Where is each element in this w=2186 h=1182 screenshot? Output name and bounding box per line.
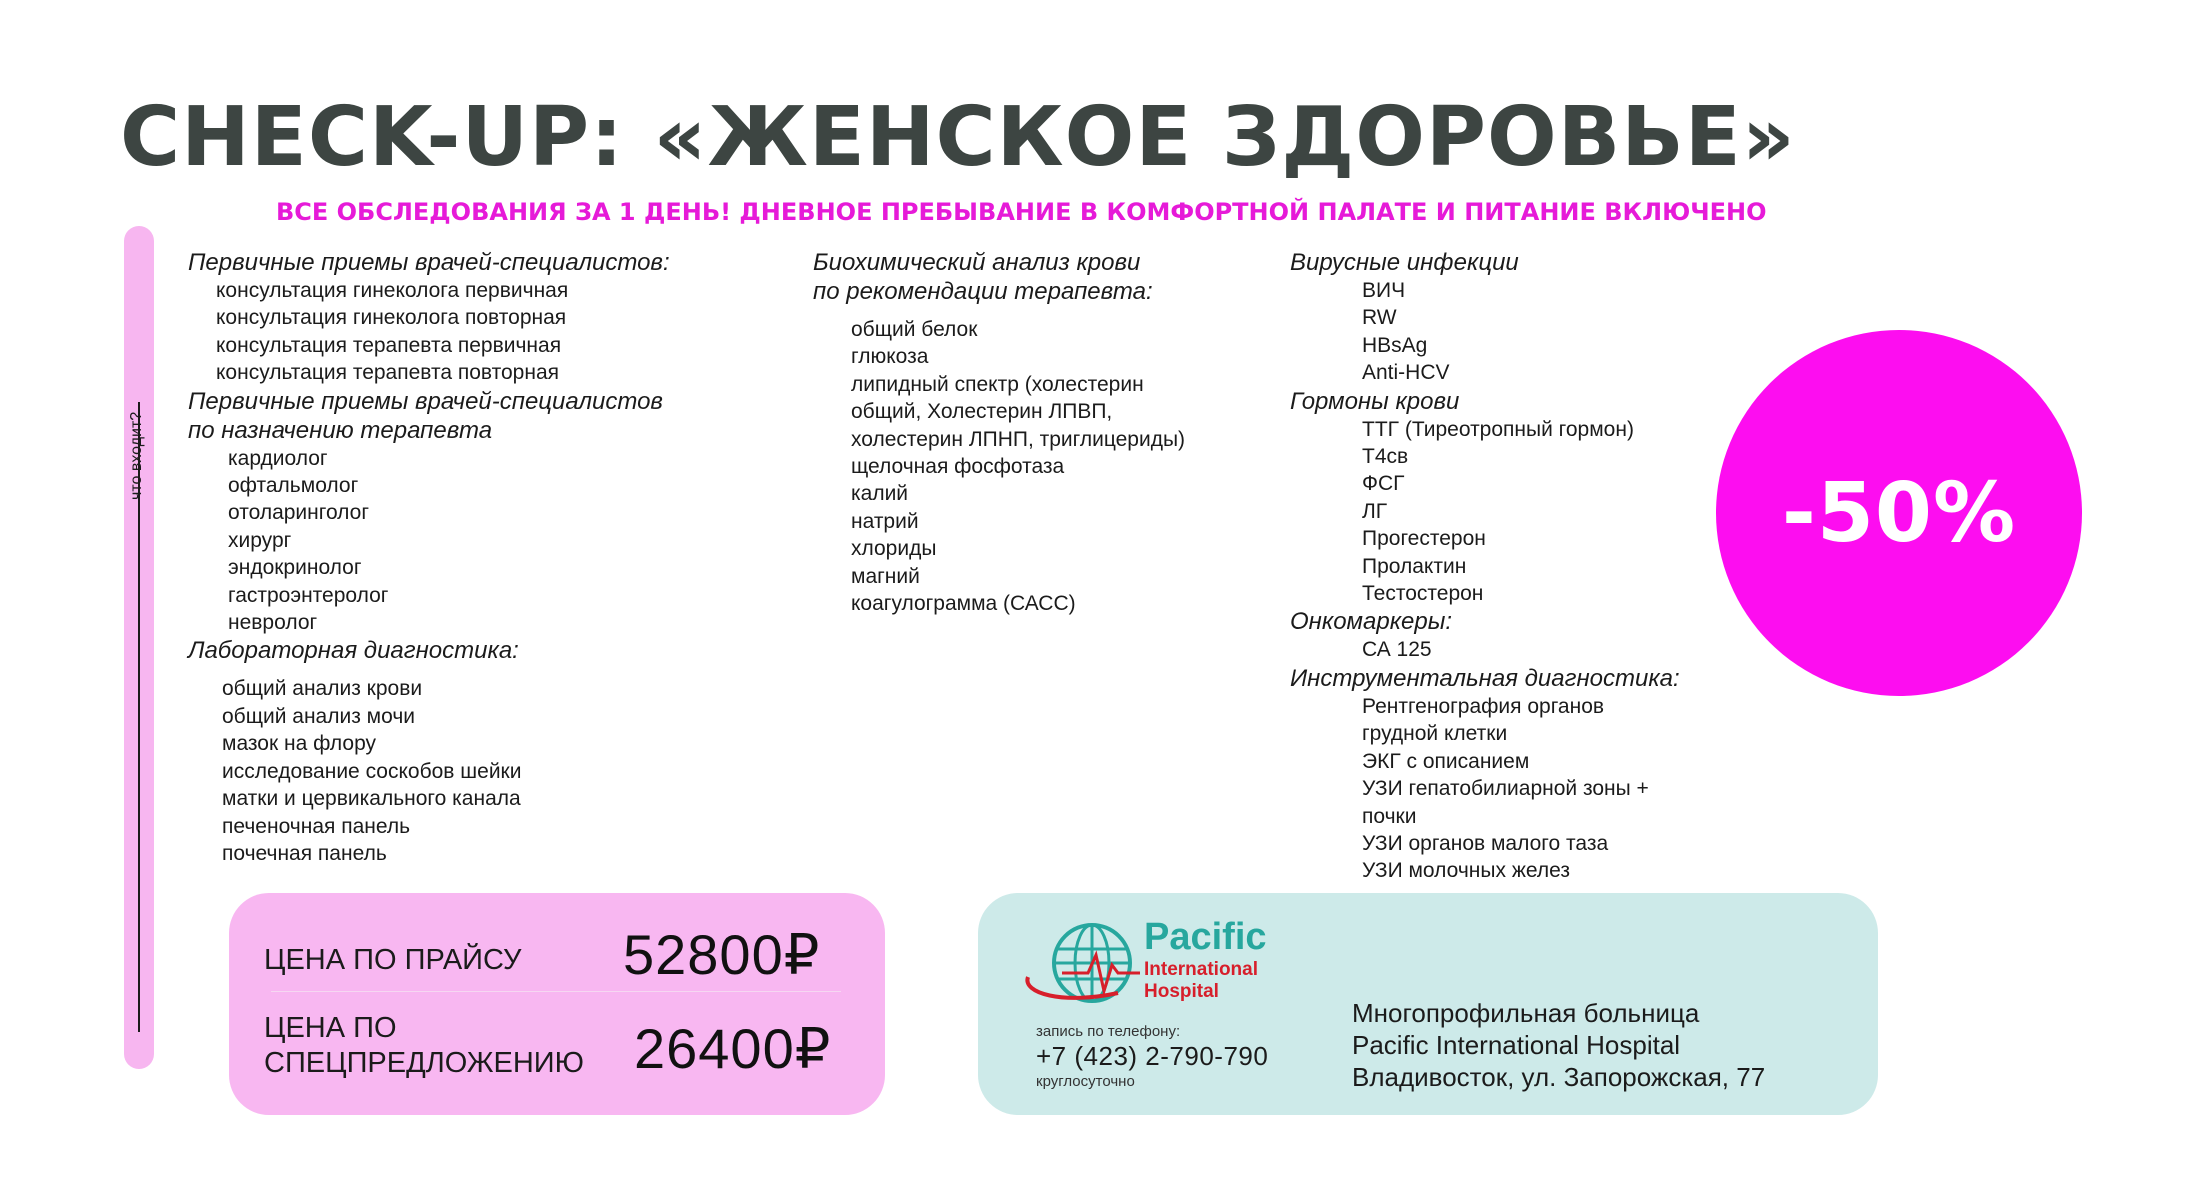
list-item: Anti-HCV	[1362, 361, 1450, 385]
list-item: холестерин ЛПНП, триглицериды)	[851, 427, 1186, 451]
phone-note: запись по телефону:	[1036, 1023, 1181, 1040]
special-price-value: 26400₽	[634, 1017, 832, 1080]
hospital-info-box	[978, 893, 1878, 1115]
working-hours: круглосуточно	[1036, 1073, 1135, 1090]
page-title: CHECK-UP: «ЖЕНСКОЕ ЗДОРОВЬЕ»	[120, 90, 1796, 185]
list-item: хирург	[228, 528, 292, 552]
list-item: щелочная фосфотаза	[851, 455, 1065, 479]
list-item: консультация терапевта повторная	[216, 361, 560, 385]
hospital-address	[1352, 997, 1765, 1093]
list-item: общий белок	[851, 318, 978, 341]
column-specialists	[188, 248, 788, 867]
price-box	[229, 893, 885, 1115]
section-heading-therapist-referral-line2: по назначению терапевта	[188, 416, 493, 444]
list-item: почки	[1362, 804, 1417, 828]
list-item: УЗИ молочных желез	[1362, 859, 1570, 883]
list-item: печеночная панель	[222, 814, 411, 838]
section-heading-biochemistry: Биохимический анализ крови	[813, 249, 1141, 276]
side-divider-line	[138, 402, 140, 1032]
list-item: УЗИ гепатобилиарной зоны +	[1362, 777, 1649, 801]
list-item: невролог	[228, 611, 318, 635]
list-item: отоларинголог	[228, 501, 370, 525]
list-item: грудной клетки	[1362, 722, 1508, 746]
section-heading-hormones: Гормоны крови	[1290, 387, 1460, 415]
list-item: общий, Холестерин ЛПВП,	[851, 400, 1113, 424]
column-biochemistry	[813, 248, 1293, 617]
list-item: консультация гинеколога повторная	[216, 306, 567, 330]
special-price-label-line2: СПЕЦПРЕДЛОЖЕНИЮ	[264, 1047, 584, 1079]
section-heading-lab-diagnostics: Лабораторная диагностика:	[188, 637, 519, 665]
list-price-label: ЦЕНА ПО ПРАЙСУ	[264, 944, 522, 976]
special-price-label: ЦЕНА ПО	[264, 1012, 397, 1044]
list-price-value: 52800₽	[623, 923, 821, 986]
list-item: эндокринолог	[228, 556, 362, 580]
list-item: матки и цервикального канала	[222, 787, 521, 811]
list-item: калий	[851, 482, 909, 506]
address-line: Владивосток, ул. Запорожская, 77	[1352, 1062, 1766, 1092]
list-item: консультация гинеколога первичная	[216, 279, 569, 302]
logo-text-hospital: Hospital	[1144, 981, 1219, 1002]
list-item: СА 125	[1362, 638, 1432, 662]
address-line: Pacific International Hospital	[1352, 1030, 1681, 1060]
list-item: УЗИ органов малого таза	[1362, 831, 1609, 855]
list-item: ВИЧ	[1362, 279, 1406, 302]
list-item: общий анализ крови	[222, 677, 423, 701]
list-item: Прогестерон	[1362, 527, 1486, 551]
phone-number[interactable]: +7 (423) 2-790-790	[1036, 1041, 1269, 1071]
list-item: глюкоза	[851, 345, 929, 369]
section-heading-primary-visits: Первичные приемы врачей-специалистов:	[188, 249, 670, 276]
section-heading-therapist-referral: Первичные приемы врачей-специалистов	[188, 387, 663, 415]
logo-text-international: International	[1144, 959, 1259, 980]
list-item: HBsAg	[1362, 333, 1428, 357]
list-item: липидный спектр (холестерин	[851, 372, 1144, 396]
list-item: натрий	[851, 509, 919, 533]
list-item: ТТГ (Тиреотропный гормон)	[1362, 417, 1634, 441]
list-item: консультация терапевта первичная	[216, 333, 562, 357]
list-item: гастроэнтеролог	[228, 583, 389, 607]
list-item: ЛГ	[1362, 499, 1388, 523]
list-item: Тестостерон	[1362, 582, 1484, 606]
list-item: хлориды	[851, 537, 937, 561]
list-item: коагулограмма (САСС)	[851, 592, 1076, 616]
list-item: мазок на флору	[222, 732, 377, 756]
section-heading-viral-infections: Вирусные инфекции	[1290, 249, 1519, 276]
page-subtitle: ВСЕ ОБСЛЕДОВАНИЯ ЗА 1 ДЕНЬ! ДНЕВНОЕ ПРЕБЫВАНИЕ В КОМФОРТНОЙ ПАЛАТЕ И ПИТАНИЕ ВКЛЮЧЕНО	[276, 198, 1767, 226]
discount-badge	[1716, 330, 2082, 696]
list-item: RW	[1362, 306, 1397, 330]
list-item: исследование соскобов шейки	[222, 759, 522, 783]
list-item: Т4св	[1362, 445, 1409, 469]
list-item: офтальмолог	[228, 474, 359, 498]
list-item: кардиолог	[228, 446, 328, 470]
section-heading-oncomarkers: Онкомаркеры:	[1290, 608, 1453, 636]
list-item: Пролактин	[1362, 554, 1467, 578]
side-label	[128, 478, 146, 500]
list-item: ЭКГ с описанием	[1362, 749, 1530, 773]
section-heading-instrumental: Инструментальная диагностика:	[1290, 664, 1680, 692]
section-heading-biochemistry-line2: по рекомендации терапевта:	[813, 278, 1153, 305]
list-item: общий анализ мочи	[222, 704, 416, 728]
column-infections-hormones	[1290, 248, 1750, 885]
address-line: Многопрофильная больница	[1352, 998, 1700, 1028]
list-item: магний	[851, 564, 920, 588]
discount-value: -50%	[1781, 465, 2017, 561]
list-item: Рентгенография органов	[1362, 694, 1605, 718]
list-item: почечная панель	[222, 841, 387, 865]
price-divider	[271, 991, 841, 992]
logo-text-pacific: Pacific	[1144, 916, 1267, 958]
list-item: ФСГ	[1362, 472, 1405, 496]
